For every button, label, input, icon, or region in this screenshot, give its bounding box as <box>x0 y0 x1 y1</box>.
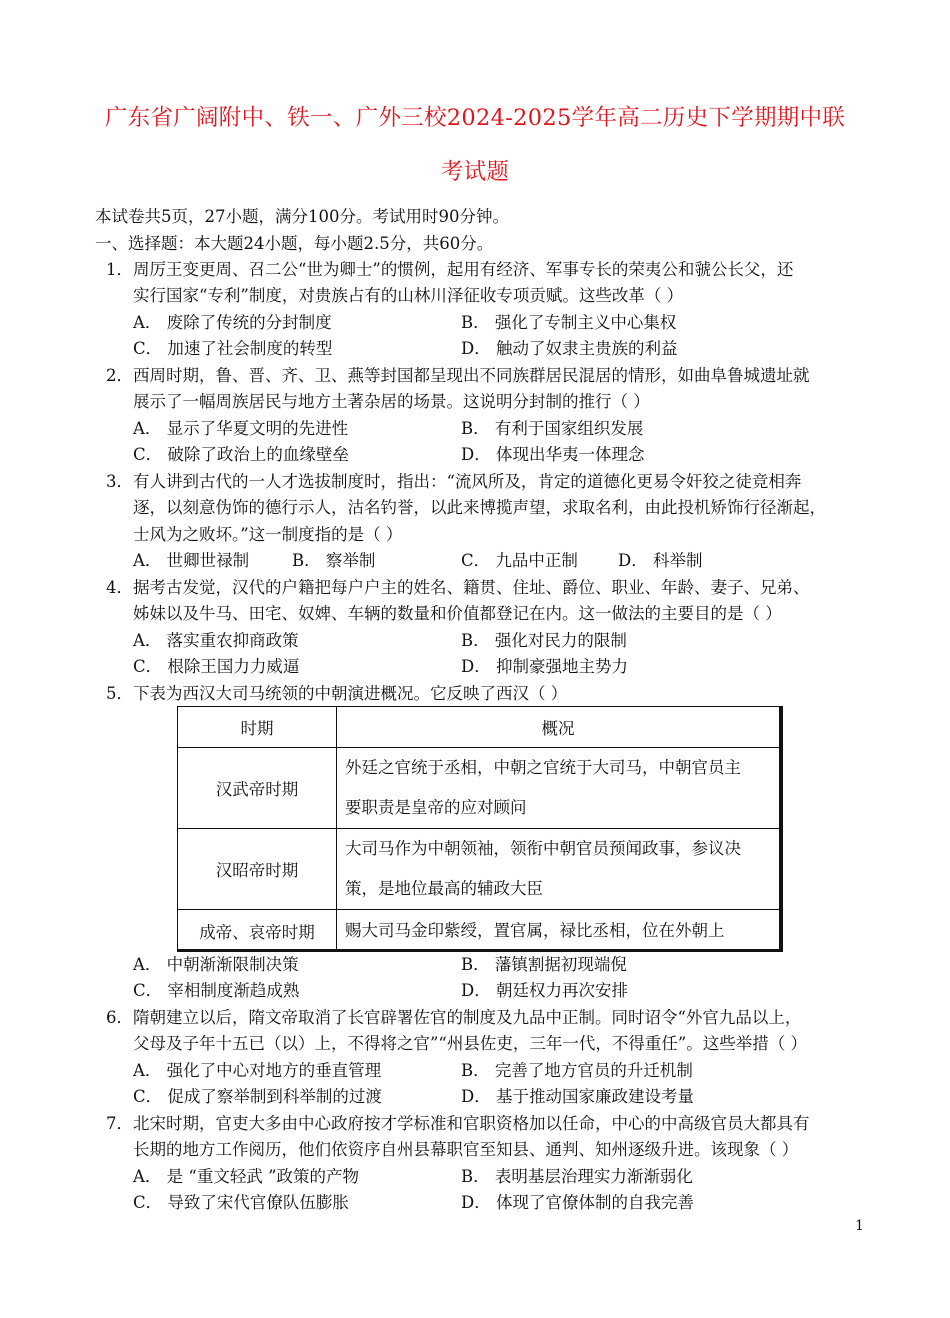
question-2-option-b[interactable]: B． 有利于国家组织发展 <box>461 419 644 438</box>
table-row <box>178 910 780 952</box>
table-header-period: 时期 <box>178 707 337 748</box>
question-2-stem: 2．西周时期，鲁、晋、齐、卫、燕等封国都呈现出不同族群居民混居的情形，如曲阜鲁城遗址就 <box>106 366 810 385</box>
question-6-stem-cont: 父母及子年十五已（以）上，不得将之官”“州县佐吏，三年一代，不得重任”。这些举措（ ） <box>133 1034 808 1053</box>
table-cell-text: 要职责是皇帝的应对顾问 <box>345 798 527 817</box>
table-cell-text: 赐大司马金印紫绶，置官属，禄比丞相，位在外朝上 <box>345 920 725 940</box>
page-title-line2: 考试题 <box>440 159 510 185</box>
table-cell-period: 汉武帝时期 <box>178 748 337 829</box>
question-1-option-a[interactable]: A． 废除了传统的分封制度 <box>133 313 332 332</box>
question-5-option-d[interactable]: D． 朝廷权力再次安排 <box>461 981 628 1000</box>
table-row <box>178 829 780 910</box>
question-4-option-a[interactable]: A． 落实重农抑商政策 <box>133 631 299 650</box>
table-shadow-right <box>780 706 783 952</box>
question-6-option-b[interactable]: B． 完善了地方官员的升迁机制 <box>461 1061 693 1080</box>
question-5-option-c[interactable]: C． 宰相制度渐趋成熟 <box>133 981 300 1000</box>
question-6-option-c[interactable]: C． 促成了察举制到科举制的过渡 <box>133 1087 382 1106</box>
question-1-option-c[interactable]: C． 加速了社会制度的转型 <box>133 339 333 358</box>
table-cell-overview <box>337 829 780 910</box>
question-4-option-d[interactable]: D． 抑制豪强地主势力 <box>461 657 628 676</box>
table-cell-overview <box>337 748 780 829</box>
question-3-option-a[interactable]: A． 世卿世禄制 <box>133 551 250 570</box>
question-5-option-b[interactable]: B． 藩镇割据初现端倪 <box>461 955 627 974</box>
question-3-option-d[interactable]: D． 科举制 <box>618 551 703 570</box>
table-cell-period: 成帝、哀帝时期 <box>178 910 337 952</box>
question-7-option-c[interactable]: C． 导致了宋代官僚队伍膨胀 <box>133 1193 349 1212</box>
question-3-stem-cont2: 士风为之败坏。”这一制度指的是（ ） <box>133 525 403 544</box>
question-7-stem-cont: 长期的地方工作阅历，他们依资序自州县幕职官至知县、通判、知州逐级升进。该现象（ ） <box>133 1140 799 1159</box>
question-7-option-a[interactable]: A． 是 “重文轻武 ”政策的产物 <box>133 1167 360 1186</box>
question-2-option-a[interactable]: A． 显示了华夏文明的先进性 <box>133 419 349 438</box>
question-4-stem-cont: 姊妹以及牛马、田宅、奴婢、车辆的数量和价值都登记在内。这一做法的主要目的是（ ） <box>133 604 782 623</box>
question-4-option-b[interactable]: B． 强化对民力的限制 <box>461 631 627 650</box>
question-4-option-c[interactable]: C． 根除王国力力威逼 <box>133 657 300 676</box>
question-5-stem: 5．下表为西汉大司马统领的中朝演进概况。它反映了西汉（ ） <box>106 684 568 703</box>
question-7-option-b[interactable]: B． 表明基层治理实力渐渐弱化 <box>461 1167 693 1186</box>
question-5-option-a[interactable]: A． 中朝渐渐限制决策 <box>133 955 299 974</box>
question-6-option-d[interactable]: D． 基于推动国家廉政建设考量 <box>461 1087 694 1106</box>
table-cell-text: 外廷之官统于丞相，中朝之官统于大司马，中朝官员主 <box>345 758 741 777</box>
question-7-stem: 7．北宋时期，官吏大多由中心政府按才学标准和官职资格加以任命，中心的中高级官员大都具有 <box>106 1114 810 1133</box>
table-header-overview: 概况 <box>337 707 780 748</box>
page-title-line1: 广东省广阔附中、铁一、广外三校2024-2025学年高二历史下学期期中联 <box>104 105 846 131</box>
question-3-stem-cont: 逐，以刻意伪饰的德行示人，沽名钓誉，以此来博揽声望，求取名利，由此投机矫饰行径渐起， <box>133 498 826 517</box>
question-2-option-c[interactable]: C． 破除了政治上的血缘壁垒 <box>133 445 349 464</box>
question-1-option-b[interactable]: B． 强化了专制主义中心集权 <box>461 313 677 332</box>
table-cell-text: 策，是地位最高的辅政大臣 <box>345 879 543 898</box>
question-6-option-a[interactable]: A． 强化了中心对地方的垂直管理 <box>133 1061 382 1080</box>
question-4-stem: 4．据考古发觉，汉代的户籍把每户户主的姓名、籍贯、住址、爵位、职业、年龄、妻子、兄弟、 <box>106 578 810 597</box>
question-1-stem: 1．周厉王变更周、召二公“世为卿士”的惯例，起用有经济、军事专长的荣夷公和虢公长父，还 <box>106 260 794 279</box>
question-5-table <box>177 706 780 952</box>
question-7-option-d[interactable]: D． 体现了官僚体制的自我完善 <box>461 1193 694 1212</box>
question-3-option-b[interactable]: B． 察举制 <box>292 551 376 570</box>
table-cell-period: 汉昭帝时期 <box>178 829 337 910</box>
question-1-stem-cont: 实行国家“专利”制度，对贵族占有的山林川泽征收专项贡赋。这些改革（ ） <box>133 286 684 305</box>
question-1-option-d[interactable]: D． 触动了奴隶主贵族的利益 <box>461 339 678 358</box>
table-shadow-bottom <box>177 949 783 951</box>
question-2-option-d[interactable]: D． 体现出华夷一体理念 <box>461 445 645 464</box>
question-6-stem: 6．隋朝建立以后，隋文帝取消了长官辟署佐官的制度及九品中正制。同时诏令“外官九品以上， <box>106 1008 802 1027</box>
page-number: 1 <box>855 1218 864 1234</box>
question-3-option-c[interactable]: C． 九品中正制 <box>461 551 578 570</box>
table-row <box>178 748 780 829</box>
section-heading: 一、选择题：本大题24小题，每小题2.5分，共60分。 <box>95 234 494 253</box>
question-2-stem-cont: 展示了一幅周族居民与地方土著杂居的场景。这说明分封制的推行（ ） <box>133 392 650 411</box>
question-3-stem: 3．有人讲到古代的一人才选拔制度时，指出：“流风所及，肯定的道德化更易令奸狡之徒竞相奔 <box>106 472 802 491</box>
table-header-row <box>178 707 780 748</box>
exam-intro: 本试卷共5页，27小题，满分100分。考试用时90分钟。 <box>95 207 509 226</box>
table-cell-overview <box>337 910 780 952</box>
table-cell-text: 大司马作为中朝领袖，领衔中朝官员预闻政事，参议决 <box>345 839 741 858</box>
